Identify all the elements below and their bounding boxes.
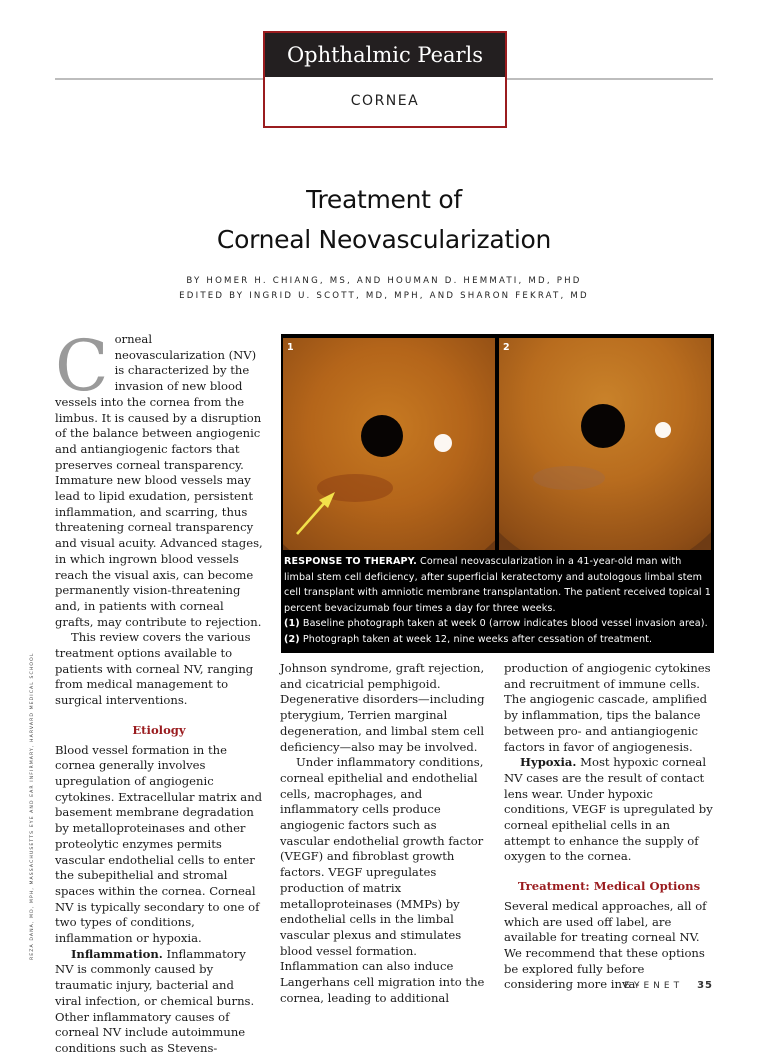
page-footer bbox=[624, 980, 713, 991]
overview-paragraph: This review covers the various treatment options available to patients with corneal NV, ranging from medical management to surgical interventions. bbox=[55, 630, 254, 708]
page-number: 35 bbox=[697, 980, 713, 991]
article-title bbox=[0, 180, 768, 260]
col2-paragraph-2: Under inflammatory conditions, corneal epithelial and endothelial cells, macrophages, and inflammatory cells produce angiogenic factors such as vascular endothelial growth factor (VEGF) and fibroblast growth factors. VEGF upregulates production of matrix metalloproteinases (MMPs) by endothelial cells in the limbal vascular plexus and stimulates blood vessel formation. Inflammation can also induce Langerhans cell migration into the cornea, leading to additional bbox=[280, 755, 485, 1005]
figure-caption bbox=[284, 554, 712, 648]
byline bbox=[0, 274, 768, 304]
column-2 bbox=[280, 661, 488, 1006]
column-3 bbox=[504, 661, 714, 993]
byline-editors: EDITED BY INGRID U. SCOTT, MD, MPH, AND SHARON FEKRAT, MD bbox=[179, 291, 589, 301]
photo-number-1: 1 bbox=[287, 342, 294, 353]
caption-part-2: Photograph taken at week 12, nine weeks after cessation of treatment. bbox=[299, 633, 653, 645]
hypoxia-paragraph bbox=[504, 755, 714, 865]
drop-cap: C bbox=[55, 325, 109, 407]
caption-body: Corneal neovascularization in a 41-year-old man with limbal stem cell deficiency, after superficial keratectomy and autologous limbal stem cell transplant with amniotic membrane transplantation. The patient received topical 1 percent bevacizumab four times a day for three weeks. bbox=[284, 556, 712, 614]
etiology-paragraph: Blood vessel formation in the cornea generally involves upregulation of angiogenic cytokines. Extracellular matrix and basement membrane degradation by metalloproteinases and other proteolytic enzymes permits vascular endothelial cells to enter the subepithelial and stromal spaces within the cornea. Corneal NV is typically secondary to one of two types of conditions, inflammation or hypoxia. bbox=[55, 742, 263, 946]
intro-paragraph: orneal neovascularization (NV) is characterized by the invasion of new blood vessels into the cornea from the limbus. It is caused by a disruption of the balance between angiogenic and antiangiogenic factors that preserves corneal transparency. Immature new blood vessels may lead to lipid exudation, persistent inflammation, and scarring, thus threatening corneal transparency and visual acuity. Advanced stages, in which ingrown blood vessels reach the visual axis, can become permanently vision-threatening and, in patients with corneal grafts, may contribute to rejection. bbox=[55, 332, 263, 629]
col2-paragraph-1: Johnson syndrome, graft rejection, and cicatricial pemphigoid. Degenerative disorders—including pterygium, Terrien marginal degeneration, and limbal stem cell deficiency—also may be involved. bbox=[280, 661, 485, 754]
hypoxia-runin: Hypoxia. bbox=[520, 755, 577, 770]
inflammation-text: Inflammatory NV is commonly caused by traumatic injury, bacterial and viral infection, or chemical burns. Other inflammatory causes of corneal NV include autoimmune conditions such as Stevens- bbox=[55, 946, 255, 1055]
etiology-heading: Etiology bbox=[132, 722, 186, 737]
caption-part-1: Baseline photograph taken at week 0 (arrow indicates blood vessel invasion area). bbox=[299, 618, 708, 630]
figure bbox=[281, 334, 714, 653]
column-1 bbox=[55, 325, 263, 1057]
inflammation-paragraph bbox=[55, 947, 263, 1057]
caption-marker-1: (1) bbox=[284, 618, 300, 630]
section-title: Ophthalmic Pearls bbox=[265, 33, 505, 77]
byline-authors: BY HOMER H. CHIANG, MS, AND HOUMAN D. HEMMATI, MD, PHD bbox=[186, 276, 582, 286]
inflammation-runin: Inflammation. bbox=[71, 946, 163, 961]
treatment-heading: Treatment: Medical Options bbox=[517, 879, 701, 894]
eye-photo-baseline bbox=[283, 338, 495, 550]
title-line-1: Treatment of bbox=[306, 185, 462, 214]
section-header-box bbox=[263, 31, 507, 128]
caption-marker-2: (2) bbox=[284, 633, 300, 645]
photo-credit: REZA DANA, MD, MPH, MASSACHUSETTS EYE AND EAR INFIRMARY, HARVARD MEDICAL SCHOOL bbox=[30, 652, 35, 960]
caption-heading: RESPONSE TO THERAPY. bbox=[284, 556, 417, 567]
eye-photo-week12 bbox=[499, 338, 711, 550]
photo-number-2: 2 bbox=[503, 342, 510, 353]
col3-paragraph-1: production of angiogenic cytokines and recruitment of immune cells. The angiogenic cascade, amplified by inflammation, tips the balance between pro- and antiangiogenic factors in favor of angiogenesis. bbox=[504, 661, 711, 754]
journal-name: EYENET bbox=[624, 981, 684, 991]
treatment-paragraph: Several medical approaches, all of which are used off label, are available for treating corneal NV. We recommend that these options be explored fully before considering more inva- bbox=[504, 898, 707, 992]
title-line-2: Corneal Neovascularization bbox=[216, 225, 552, 254]
subsection-title: CORNEA bbox=[350, 93, 420, 109]
hypoxia-text: Most hypoxic corneal NV cases are the result of contact lens wear. Under hypoxic conditions, VEGF is upregulated by corneal epithelial cells in an attempt to enhance the supply of oxygen to the cornea. bbox=[504, 755, 713, 864]
